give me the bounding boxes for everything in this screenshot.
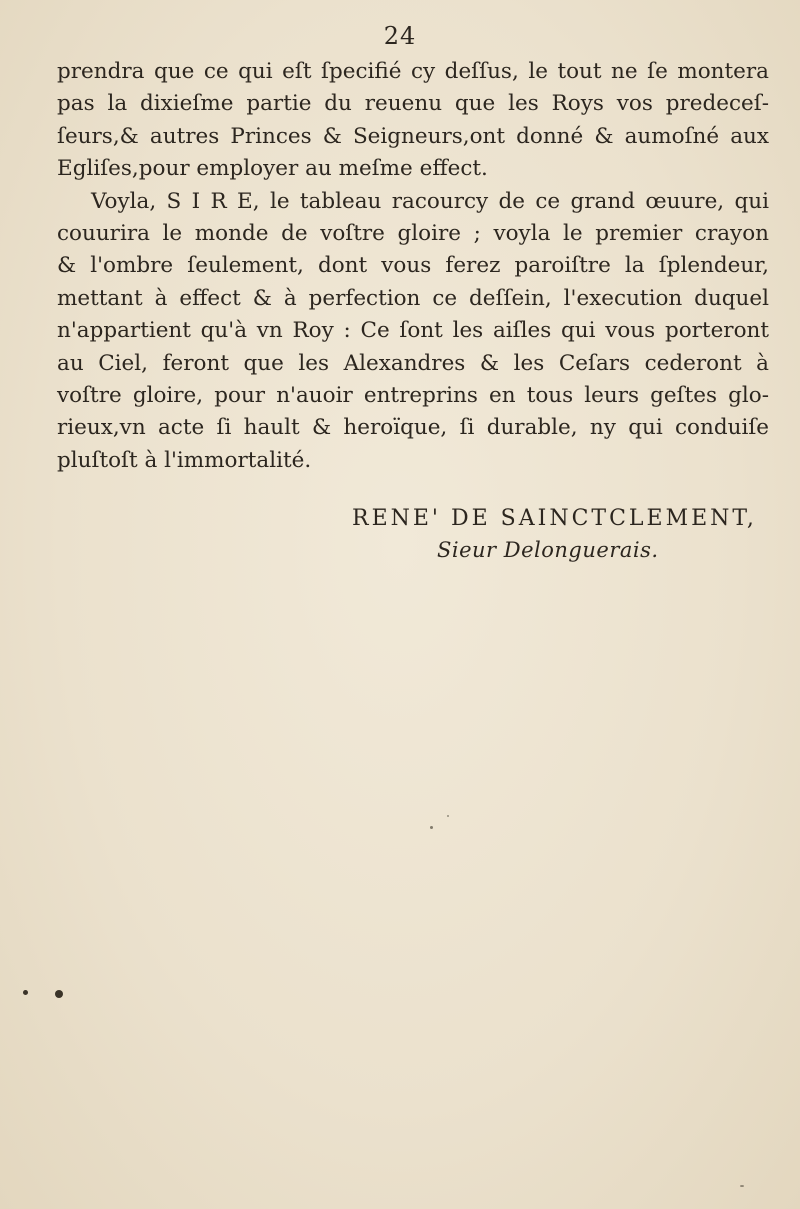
text-line: prendra que ce qui eſt ſpecifié cy deſſus, le tout ne ſe montera bbox=[57, 59, 769, 84]
body-text bbox=[57, 56, 769, 477]
text-line: pas la dixieſme partie du reuenu que les Roys vos predeceſ- bbox=[57, 91, 769, 117]
text-line: couurira le monde de voſtre gloire ; voyla le premier crayon bbox=[57, 220, 769, 246]
text-line: Voyla, S I R E, le tableau racourcy de ce grand œuure, qui bbox=[91, 188, 769, 214]
ink-speck bbox=[55, 990, 63, 998]
text-line: & l'ombre ſeulement, dont vous ferez paroiſtre la ſplendeur, bbox=[57, 253, 769, 279]
text-line: Egliſes,pour employer au meſme effect. bbox=[57, 156, 488, 182]
ink-speck bbox=[447, 815, 449, 817]
signature-name: RENE' DE SAINCTCLEMENT, bbox=[352, 506, 757, 531]
text-line: au Ciel, feront que les Alexandres & les Ceſars cederont à bbox=[57, 350, 769, 376]
text-line: n'appartient qu'à vn Roy : Ce ſont les aiſles qui vous porteront bbox=[57, 318, 769, 344]
paragraph-1 bbox=[57, 56, 769, 186]
page-number: 24 bbox=[383, 22, 417, 50]
text-line: ſeurs,& autres Princes & Seigneurs,ont donné & aumoſné aux bbox=[57, 123, 769, 149]
ink-speck bbox=[23, 990, 28, 995]
text-line: voſtre gloire, pour n'auoir entreprins en tous leurs geſtes glo- bbox=[57, 382, 769, 408]
show-through-texture bbox=[0, 560, 800, 1120]
text-line: pluſtoſt à l'immortalité. bbox=[57, 447, 312, 473]
text-line: mettant à effect & à perfection ce deſſein, l'execution duquel bbox=[57, 285, 769, 311]
paragraph-2 bbox=[57, 186, 769, 478]
text-line: rieux,vn acte ſi hault & heroïque, ſi durable, ny qui conduiſe bbox=[57, 415, 769, 441]
ink-speck bbox=[430, 826, 433, 829]
ink-speck bbox=[740, 1185, 744, 1187]
signature-title: Sieur Delonguerais. bbox=[437, 538, 659, 562]
